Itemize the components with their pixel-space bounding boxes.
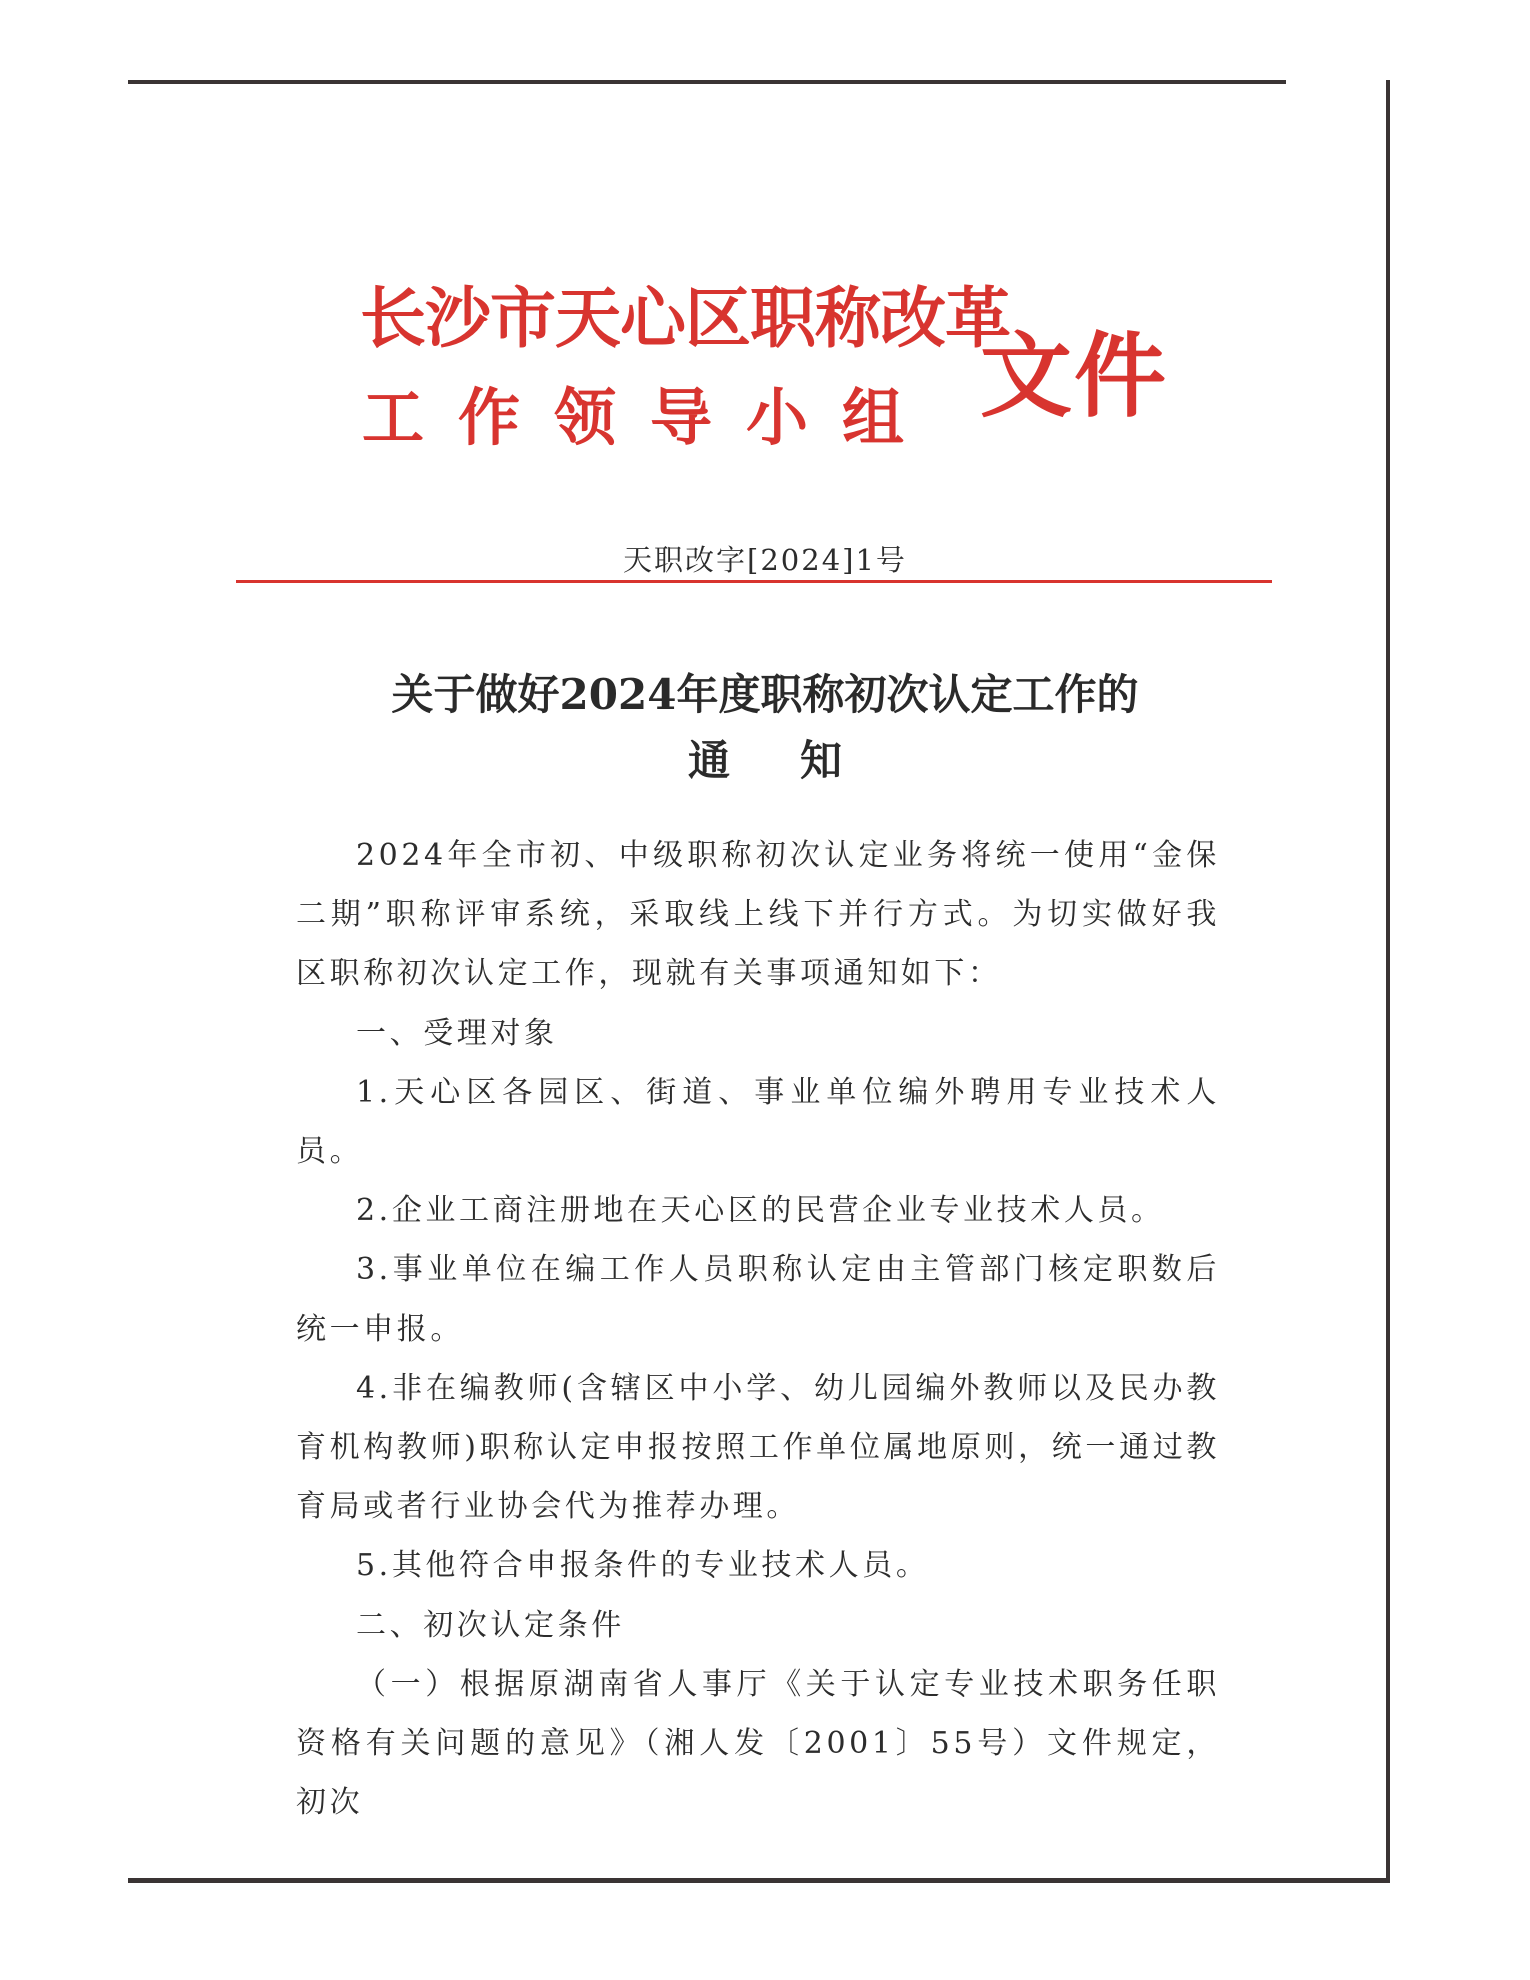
list-item: 2.企业工商注册地在天心区的民营企业专业技术人员。 [356, 1193, 1165, 1229]
document-red-header [360, 265, 1169, 454]
title-line1: 关于做好2024年度职称初次认定工作的 [391, 670, 1139, 719]
title-line2: 通知 [687, 736, 912, 785]
document-suffix: 文件 [980, 322, 1169, 430]
document-number: 天职改字[2024]1号 [623, 543, 907, 577]
list-item: 5.其他符合申报条件的专业技术人员。 [356, 1548, 930, 1584]
scan-border-bottom [128, 1878, 1390, 1883]
list-item: 1.天心区各园区、街道、事业单位编外聘用专业技术人员。 [296, 1074, 1220, 1170]
list-item: 3.事业单位在编工作人员职称认定由主管部门核定职数后统一申报。 [296, 1252, 1220, 1347]
section-heading: 二、初次认定条件 [356, 1607, 625, 1643]
issuer-name-line2: 工作领导小组 [362, 381, 939, 454]
scan-border-right [1386, 80, 1390, 1880]
body-paragraph: （一）根据原湖南省人事厅《关于认定专业技术职务任职资格有关问题的意见》（湘人发〔2001〕55号）文件规定，初次 [296, 1666, 1220, 1821]
document-body [296, 826, 1220, 1832]
document-title [0, 662, 1530, 794]
intro-paragraph: 2024年全市初、中级职称初次认定业务将统一使用“金保二期”职称评审系统，采取线上线下并行方式。为切实做好我区职称初次认定工作，现就有关事项通知如下： [296, 838, 1220, 992]
issuer-name-line1: 长沙市天心区职称改革 [360, 279, 1010, 357]
red-separator-line [236, 580, 1272, 583]
section-heading: 一、受理对象 [356, 1015, 558, 1051]
list-item: 4.非在编教师(含辖区中小学、幼儿园编外教师以及民办教育机构教师)职称认定申报按照工作单位属地原则，统一通过教育局或者行业协会代为推荐办理。 [296, 1370, 1220, 1525]
scan-border-top [128, 80, 1286, 84]
